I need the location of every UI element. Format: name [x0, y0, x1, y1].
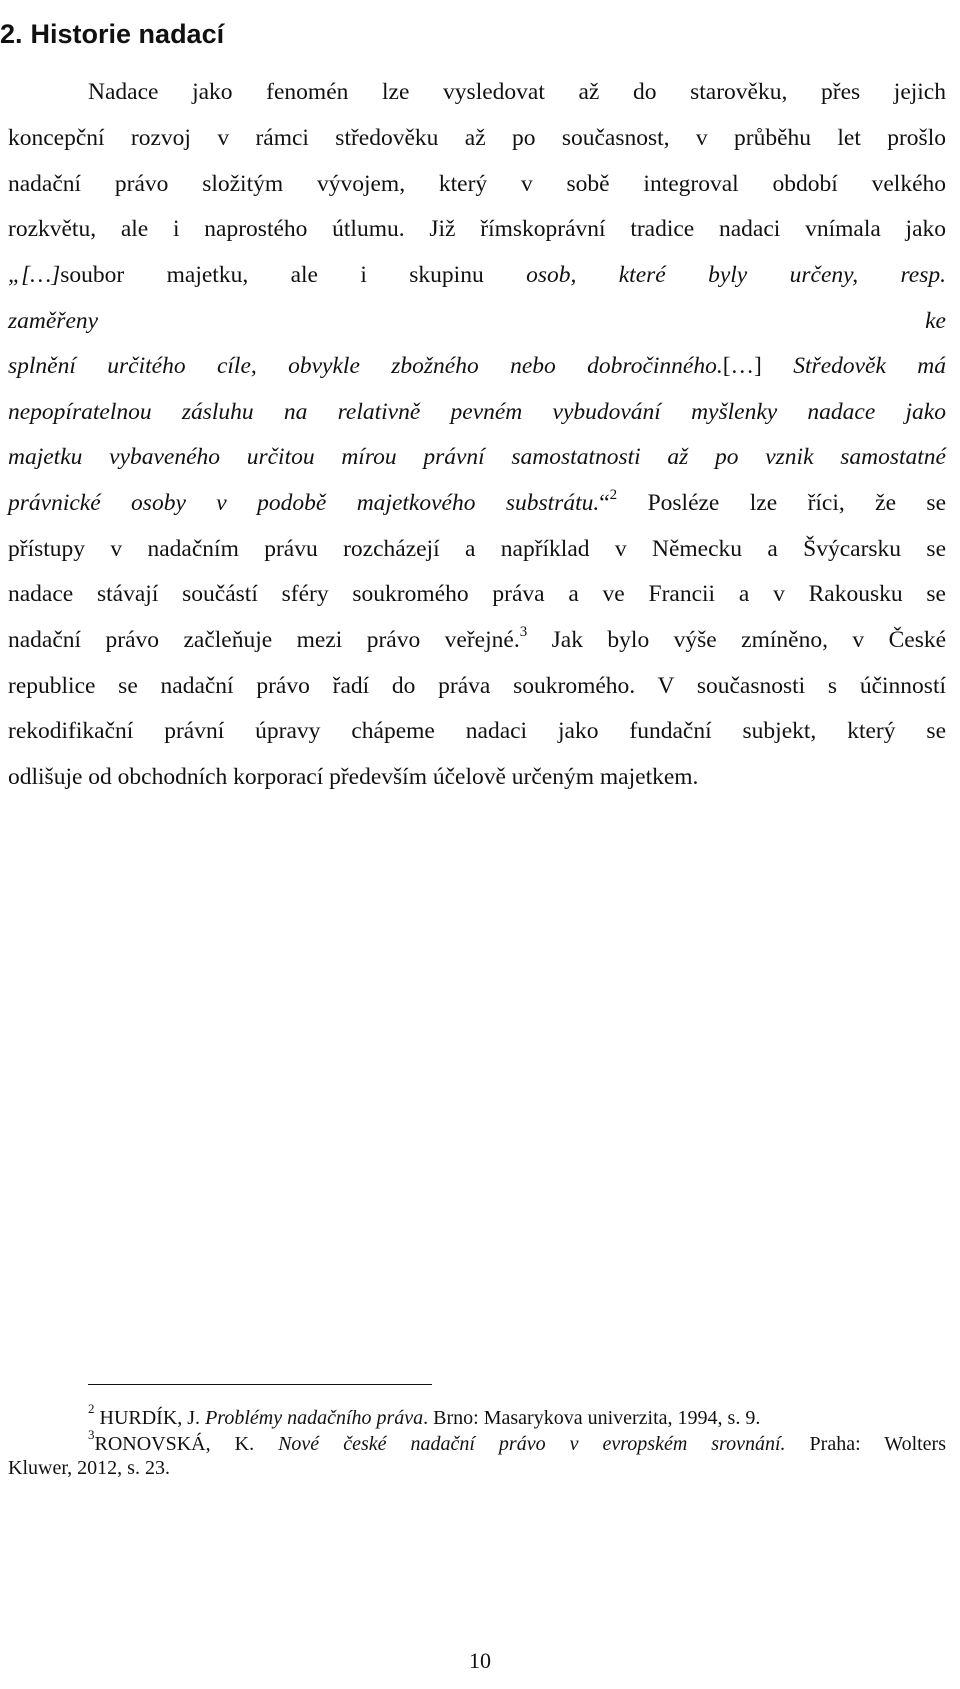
- footnote-reference[interactable]: 3: [519, 624, 528, 641]
- footnote-author: HURDÍK, J.: [99, 1407, 201, 1429]
- section-title: Historie nadací: [30, 19, 225, 50]
- paragraph-line: [8, 306, 946, 336]
- text-run: nadace stávají součástí sféry soukromého práva a ve Francii a v Rakousku se: [8, 581, 946, 607]
- quoted-text: Středověk má: [793, 353, 947, 379]
- footnote-2: [88, 1401, 761, 1430]
- footnote-separator: [88, 1384, 432, 1385]
- paragraph-line: [8, 442, 946, 472]
- footnote-title: Problémy nadačního práva: [205, 1407, 424, 1429]
- footnote-title: Nové české nadační právo v evropském srovnání.: [278, 1433, 786, 1455]
- footnote-text: Kluwer, 2012, s. 23.: [8, 1457, 170, 1479]
- paragraph-line: [8, 625, 946, 655]
- text-run: rekodifikační právní úpravy chápeme nadaci jako fundační subjekt, který se: [8, 718, 946, 744]
- paragraph-line: [88, 77, 946, 107]
- paragraph-line: [8, 716, 946, 746]
- quoted-text: majetku vybaveného určitou mírou právní samostatnosti až po vznik samostatné: [8, 444, 946, 470]
- text-run: přístupy v nadačním právu rozcházejí a například v Německu a Švýcarsku se: [8, 536, 946, 562]
- quoted-text: osob, které byly určeny, resp.: [526, 262, 946, 288]
- paragraph-line: [8, 534, 946, 564]
- closing-quote: “: [599, 490, 610, 516]
- quote-ellipsis: „[…]: [8, 262, 61, 288]
- text-run: Nadace jako fenomén lze vysledovat až do starověku, přes jejich: [88, 79, 946, 105]
- text-run: Jak bylo výše zmíněno, v České: [551, 627, 947, 653]
- text-run: nadační právo složitým vývojem, který v sobě integroval období velkého: [8, 171, 946, 197]
- text-run: rozkvětu, ale i naprostého útlumu. Již římskoprávní tradice nadaci vnímala jako: [8, 216, 946, 242]
- paragraph-line: [8, 214, 946, 244]
- text-run: odlišuje od obchodních korporací především účelově určeným majetkem.: [8, 764, 699, 790]
- omission-bracket: […]: [722, 353, 762, 379]
- paragraph-line: [8, 169, 946, 199]
- footnote-mark: 3: [88, 1427, 95, 1443]
- paragraph-line: [8, 579, 946, 609]
- footnote-author: RONOVSKÁ, K.: [94, 1433, 255, 1455]
- paragraph-line: [8, 671, 946, 701]
- text-run: nadační právo začleňuje mezi právo veřejné.: [8, 627, 520, 653]
- paragraph-line: [8, 123, 946, 153]
- paragraph-line: [8, 488, 946, 518]
- quoted-text: právnické osoby v podobě majetkového substrátu.: [8, 490, 600, 516]
- footnote-reference[interactable]: 2: [609, 487, 618, 504]
- quoted-text: nepopíratelnou zásluhu na relativně pevném vybudování myšlenky nadace jako: [8, 399, 946, 425]
- paragraph-line: [8, 762, 946, 792]
- footnote-text: . Brno: Masarykova univerzita, 1994, s. 9.: [423, 1407, 761, 1429]
- paragraph-line: [8, 260, 946, 290]
- quoted-text: splnění určitého cíle, obvykle zbožného nebo dobročinného.: [8, 353, 723, 379]
- text-run: republice se nadační právo řadí do práva soukromého. V současnosti s účinností: [8, 673, 946, 699]
- text-run: soubor majetku, ale i skupinu: [60, 262, 484, 288]
- footnote-3-continuation: [8, 1456, 170, 1480]
- footnote-text: Praha: Wolters: [809, 1433, 946, 1455]
- paragraph-line: [8, 397, 946, 427]
- text-run: Posléze lze říci, že se: [647, 490, 946, 516]
- section-number: 2.: [0, 19, 23, 50]
- footnote-3: [88, 1427, 946, 1456]
- paragraph-line: [8, 351, 946, 381]
- section-heading: [0, 18, 224, 50]
- page-number: 10: [469, 1648, 491, 1673]
- footnote-mark: 2: [88, 1401, 95, 1417]
- text-run: koncepční rozvoj v rámci středověku až po současnost, v průběhu let prošlo: [8, 125, 946, 151]
- quoted-text: zaměřeny ke: [8, 308, 946, 334]
